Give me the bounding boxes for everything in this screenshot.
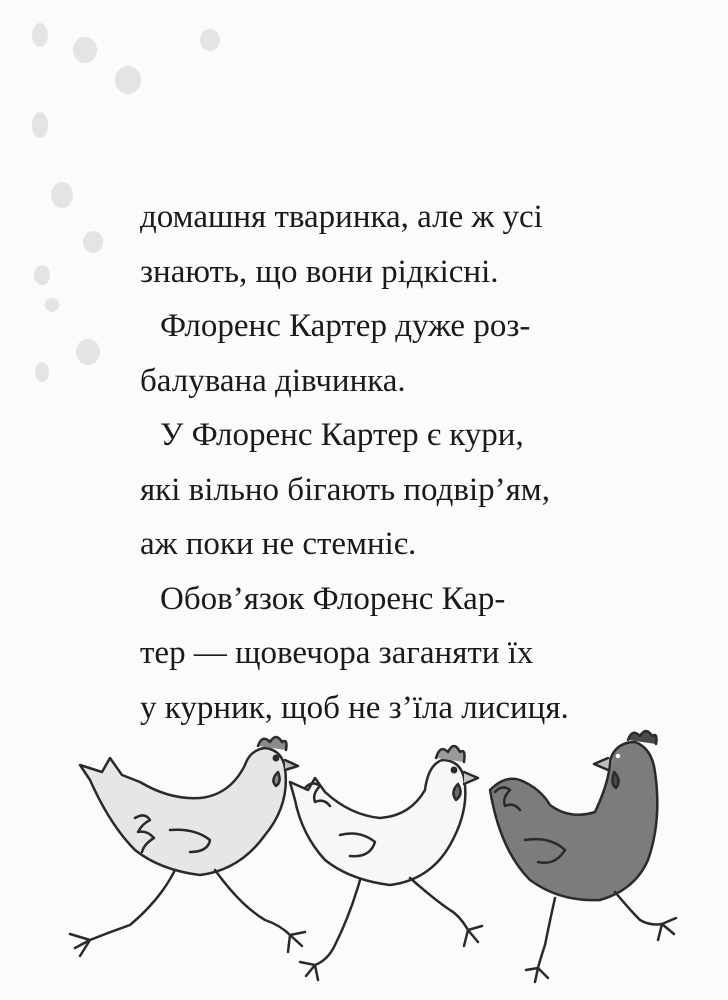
text-line: балувана дівчинка. xyxy=(140,362,406,399)
chicken-light-icon xyxy=(70,737,305,956)
text-line: Флоренс Картер дуже роз- xyxy=(160,308,531,344)
chicken-dark-icon xyxy=(490,731,676,982)
text-line: які вільно бігають подвір’ям, xyxy=(140,471,550,508)
text-line: у курник, щоб не з’їла лисиця. xyxy=(140,689,569,726)
chickens-illustration xyxy=(50,720,690,1000)
chicken-white-icon xyxy=(290,746,482,980)
text-line: знають, що вони рідкісні. xyxy=(140,253,499,290)
text-line: Обов’язок Флоренс Кар- xyxy=(160,580,506,617)
text-line: У Флоренс Картер є кури, xyxy=(160,417,524,453)
text-line: домашня тваринка, але ж усі xyxy=(140,199,543,235)
story-text xyxy=(140,190,590,735)
text-line: аж поки не стемніє. xyxy=(140,526,417,562)
text-line: тер — щовечора заганяти їх xyxy=(140,635,534,671)
